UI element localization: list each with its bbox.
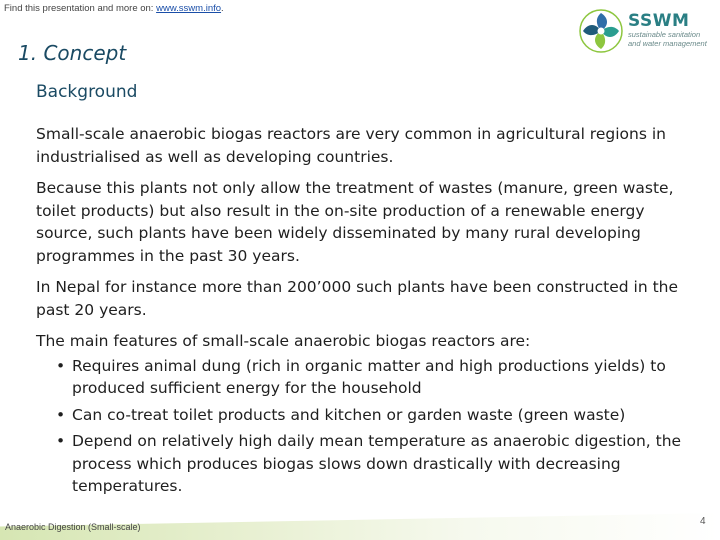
paragraph-2: Because this plants not only allow the treatment of wastes (manure, green waste, toilet products) but also result in the on-site production of a renewable energy source, such plants have been widely disseminated by many rural developing programmes in the past 30 years. (36, 179, 674, 265)
sswm-link[interactable]: www.sswm.info (156, 3, 222, 14)
source-note (4, 3, 224, 14)
sswm-logo (578, 8, 718, 56)
logo-subtitle-1: sustainable sanitation (628, 30, 701, 39)
logo-subtitle-2: and water management (628, 39, 707, 48)
slide-subtitle: Background (36, 82, 138, 102)
source-note-prefix: Find this presentation and more on: (4, 3, 157, 14)
feature-list (36, 355, 702, 498)
paragraph-1: Small-scale anaerobic biogas reactors are very common in agricultural regions in industrialised as well as developing countries. (36, 125, 666, 166)
logo-title: SSWM (628, 11, 690, 31)
list-item: • Can co-treat toilet products and kitchen or garden waste (green waste) (64, 404, 702, 427)
list-item: • Requires animal dung (rich in organic matter and high productions yields) to produced sufficient energy for the household (64, 355, 702, 400)
slide-body (36, 123, 702, 502)
footer-label: Anaerobic Digestion (Small-scale) (5, 522, 141, 532)
paragraph-4: The main features of small-scale anaerobic biogas reactors are: (36, 332, 531, 350)
source-note-suffix: . (221, 3, 224, 14)
page-number: 4 (700, 516, 706, 527)
slide-title: 1. Concept (18, 41, 127, 65)
paragraph-3: In Nepal for instance more than 200’000 such plants have been constructed in the past 20 years. (36, 278, 679, 319)
list-item: • Depend on relatively high daily mean temperature as anaerobic digestion, the process which produces biogas slows down drastically with decreasing temperatures. (64, 430, 702, 498)
sswm-logo-icon (578, 8, 624, 54)
